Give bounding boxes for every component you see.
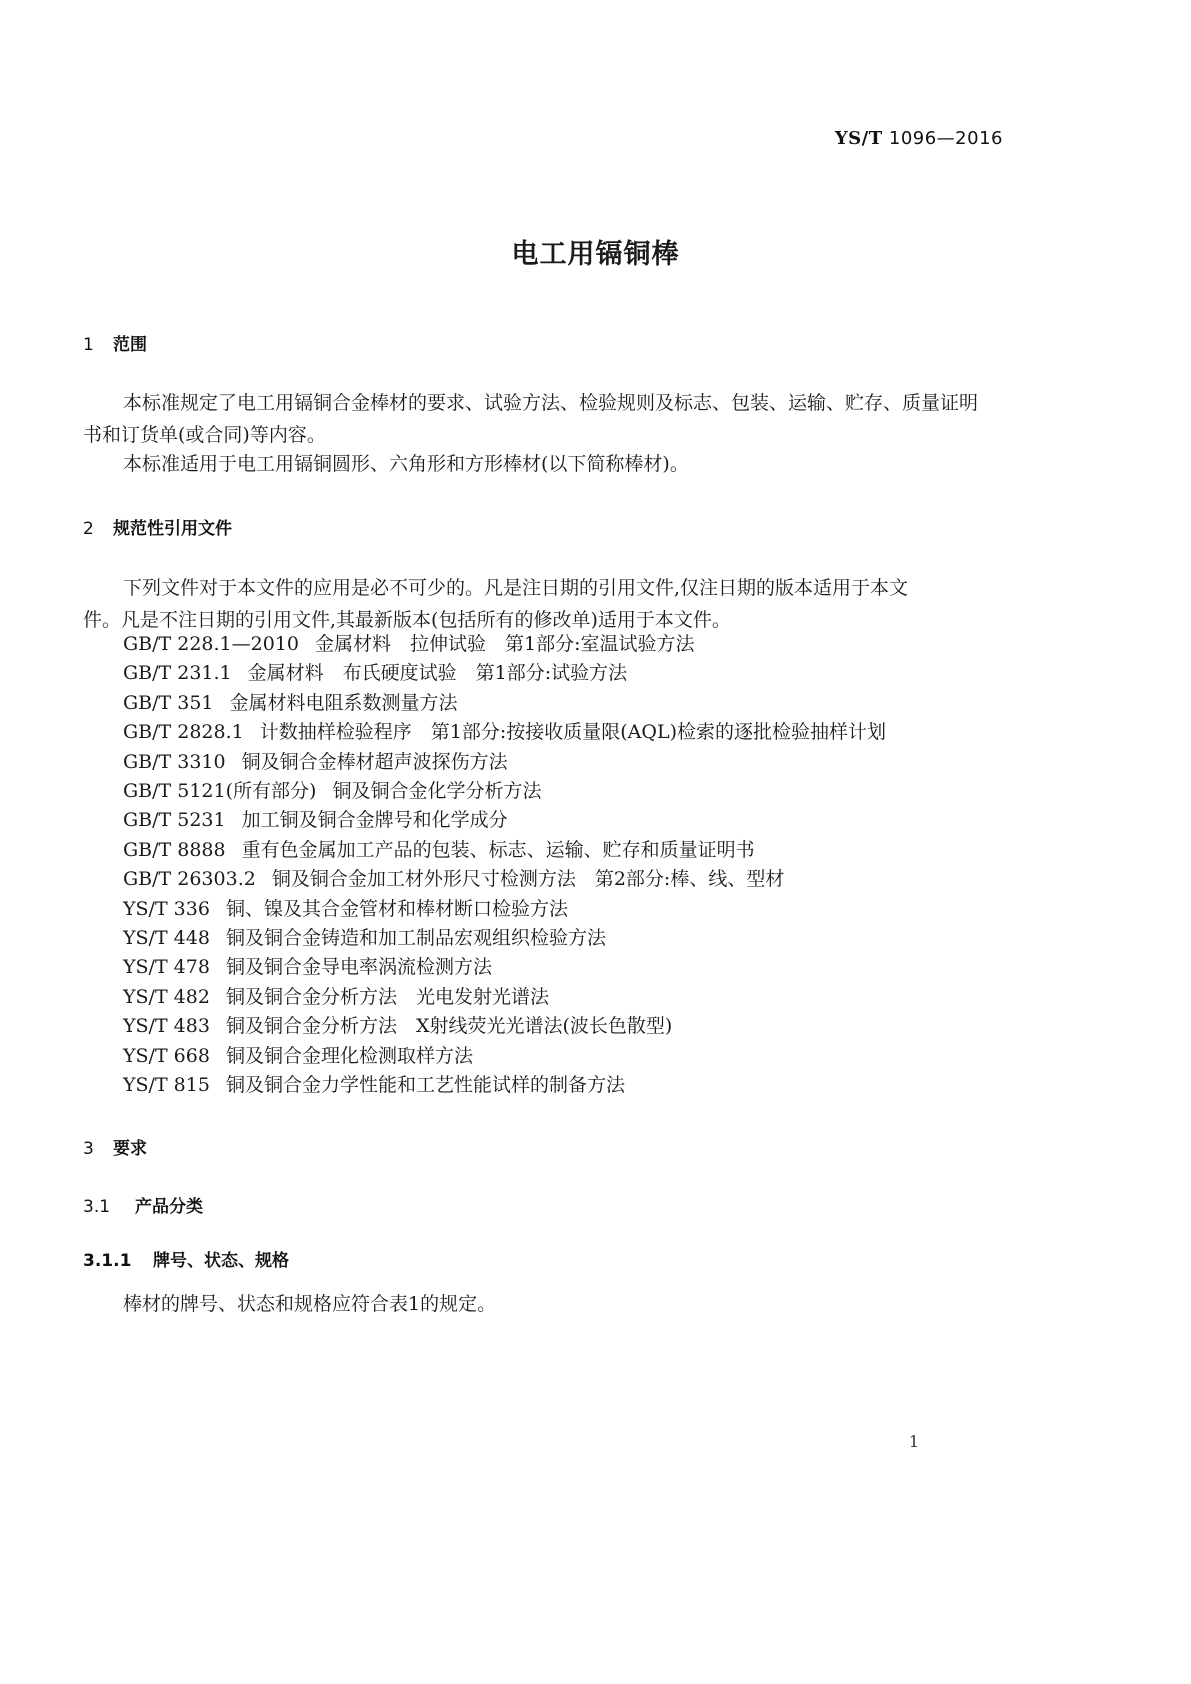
reference-code: GB/T 231.1 — [123, 662, 232, 685]
section-title: 牌号、状态、规格 — [153, 1251, 289, 1271]
reference-item — [123, 1071, 886, 1100]
reference-item — [123, 865, 886, 894]
section-number: 3.1.1 — [83, 1251, 132, 1271]
paragraph-line: 本标准适用于电工用镉铜圆形、六角形和方形棒材(以下简称棒材)。 — [123, 453, 689, 475]
paragraph-line: 棒材的牌号、状态和规格应符合表1的规定。 — [123, 1293, 497, 1315]
reference-title: 铜、镍及其合金管材和棒材断口检验方法 — [225, 897, 568, 920]
reference-code: GB/T 8888 — [123, 838, 226, 861]
reference-title: 铜及铜合金棒材超声波探伤方法 — [241, 750, 508, 773]
reference-item — [123, 1042, 886, 1071]
reference-item — [123, 924, 886, 953]
paragraph-line: 书和订货单(或合同)等内容。 — [83, 424, 326, 446]
reference-item — [123, 983, 886, 1012]
reference-code: YS/T 483 — [123, 1015, 210, 1038]
reference-code: GB/T 228.1—2010 — [123, 633, 300, 655]
section-1-paragraph-1 — [83, 387, 1023, 451]
reference-code: YS/T 448 — [123, 927, 210, 950]
reference-title: 计数抽样检验程序 第1部分:按接收质量限(AQL)检索的逐批检验抽样计划 — [259, 721, 886, 744]
standard-code — [835, 128, 1003, 149]
page-number: 1 — [908, 1432, 919, 1451]
reference-code: YS/T 478 — [123, 956, 210, 979]
reference-code: GB/T 5121(所有部分) — [123, 780, 317, 803]
section-number: 1 — [83, 335, 94, 355]
section-number: 3.1 — [83, 1197, 111, 1217]
reference-code: YS/T 336 — [123, 897, 210, 920]
reference-code: GB/T 26303.2 — [123, 868, 256, 891]
paragraph-line: 件。凡是不注日期的引用文件,其最新版本(包括所有的修改单)适用于本文件。 — [83, 609, 731, 631]
reference-title: 铜及铜合金加工材外形尺寸检测方法 第2部分:棒、线、型材 — [271, 868, 785, 891]
reference-title: 金属材料电阻系数测量方法 — [229, 691, 458, 714]
reference-item — [123, 953, 886, 982]
paragraph-line: 本标准规定了电工用镉铜合金棒材的要求、试验方法、检验规则及标志、包装、运输、贮存、质量证明 — [123, 392, 979, 414]
reference-code: GB/T 3310 — [123, 750, 226, 773]
section-1-paragraph-2 — [83, 448, 1023, 480]
reference-title: 铜及铜合金铸造和加工制品宏观组织检验方法 — [225, 927, 606, 950]
section-number: 2 — [83, 519, 94, 539]
section-3-1-1-heading — [83, 1246, 289, 1271]
reference-item — [123, 630, 886, 659]
reference-title: 加工铜及铜合金牌号和化学成分 — [241, 809, 508, 832]
reference-item — [123, 895, 886, 924]
section-3-1-1-paragraph — [83, 1288, 1023, 1320]
reference-item — [123, 777, 886, 806]
reference-code: YS/T 482 — [123, 985, 210, 1008]
section-3-heading — [83, 1134, 147, 1159]
reference-title: 铜及铜合金力学性能和工艺性能试样的制备方法 — [225, 1074, 625, 1097]
reference-code: YS/T 668 — [123, 1044, 210, 1067]
reference-code: YS/T 815 — [123, 1074, 210, 1097]
normative-references-list — [123, 630, 886, 1101]
section-title: 规范性引用文件 — [113, 519, 232, 539]
reference-title: 铜及铜合金化学分析方法 — [332, 780, 542, 803]
reference-title: 重有色金属加工产品的包装、标志、运输、贮存和质量证明书 — [241, 838, 755, 861]
reference-item — [123, 659, 886, 688]
section-number: 3 — [83, 1139, 94, 1159]
reference-code: GB/T 5231 — [123, 809, 226, 832]
section-title: 产品分类 — [135, 1197, 203, 1217]
reference-item — [123, 689, 886, 718]
standard-code-number: 1096—2016 — [888, 128, 1003, 149]
reference-item — [123, 718, 886, 747]
reference-title: 铜及铜合金导电率涡流检测方法 — [225, 956, 492, 979]
section-2-intro — [83, 572, 1023, 636]
reference-title: 金属材料 拉伸试验 第1部分:室温试验方法 — [315, 633, 695, 655]
reference-code: GB/T 2828.1 — [123, 721, 244, 744]
reference-item — [123, 1012, 886, 1041]
reference-item — [123, 806, 886, 835]
document-title: 电工用镉铜棒 — [511, 239, 680, 270]
reference-item — [123, 748, 886, 777]
standard-code-prefix: YS/T — [834, 128, 883, 149]
section-1-heading — [83, 330, 147, 355]
reference-title: 铜及铜合金分析方法 光电发射光谱法 — [225, 985, 549, 1008]
reference-code: GB/T 351 — [123, 691, 214, 714]
reference-title: 铜及铜合金分析方法 X射线荧光光谱法(波长色散型) — [225, 1015, 673, 1038]
section-2-heading — [83, 514, 232, 539]
section-3-1-heading — [83, 1192, 203, 1217]
reference-title: 金属材料 布氏硬度试验 第1部分:试验方法 — [247, 662, 628, 685]
reference-item — [123, 836, 886, 865]
section-title: 要求 — [113, 1139, 147, 1159]
paragraph-line: 下列文件对于本文件的应用是必不可少的。凡是注日期的引用文件,仅注日期的版本适用于本文 — [123, 577, 909, 599]
reference-title: 铜及铜合金理化检测取样方法 — [225, 1044, 473, 1067]
section-title: 范围 — [113, 335, 147, 355]
